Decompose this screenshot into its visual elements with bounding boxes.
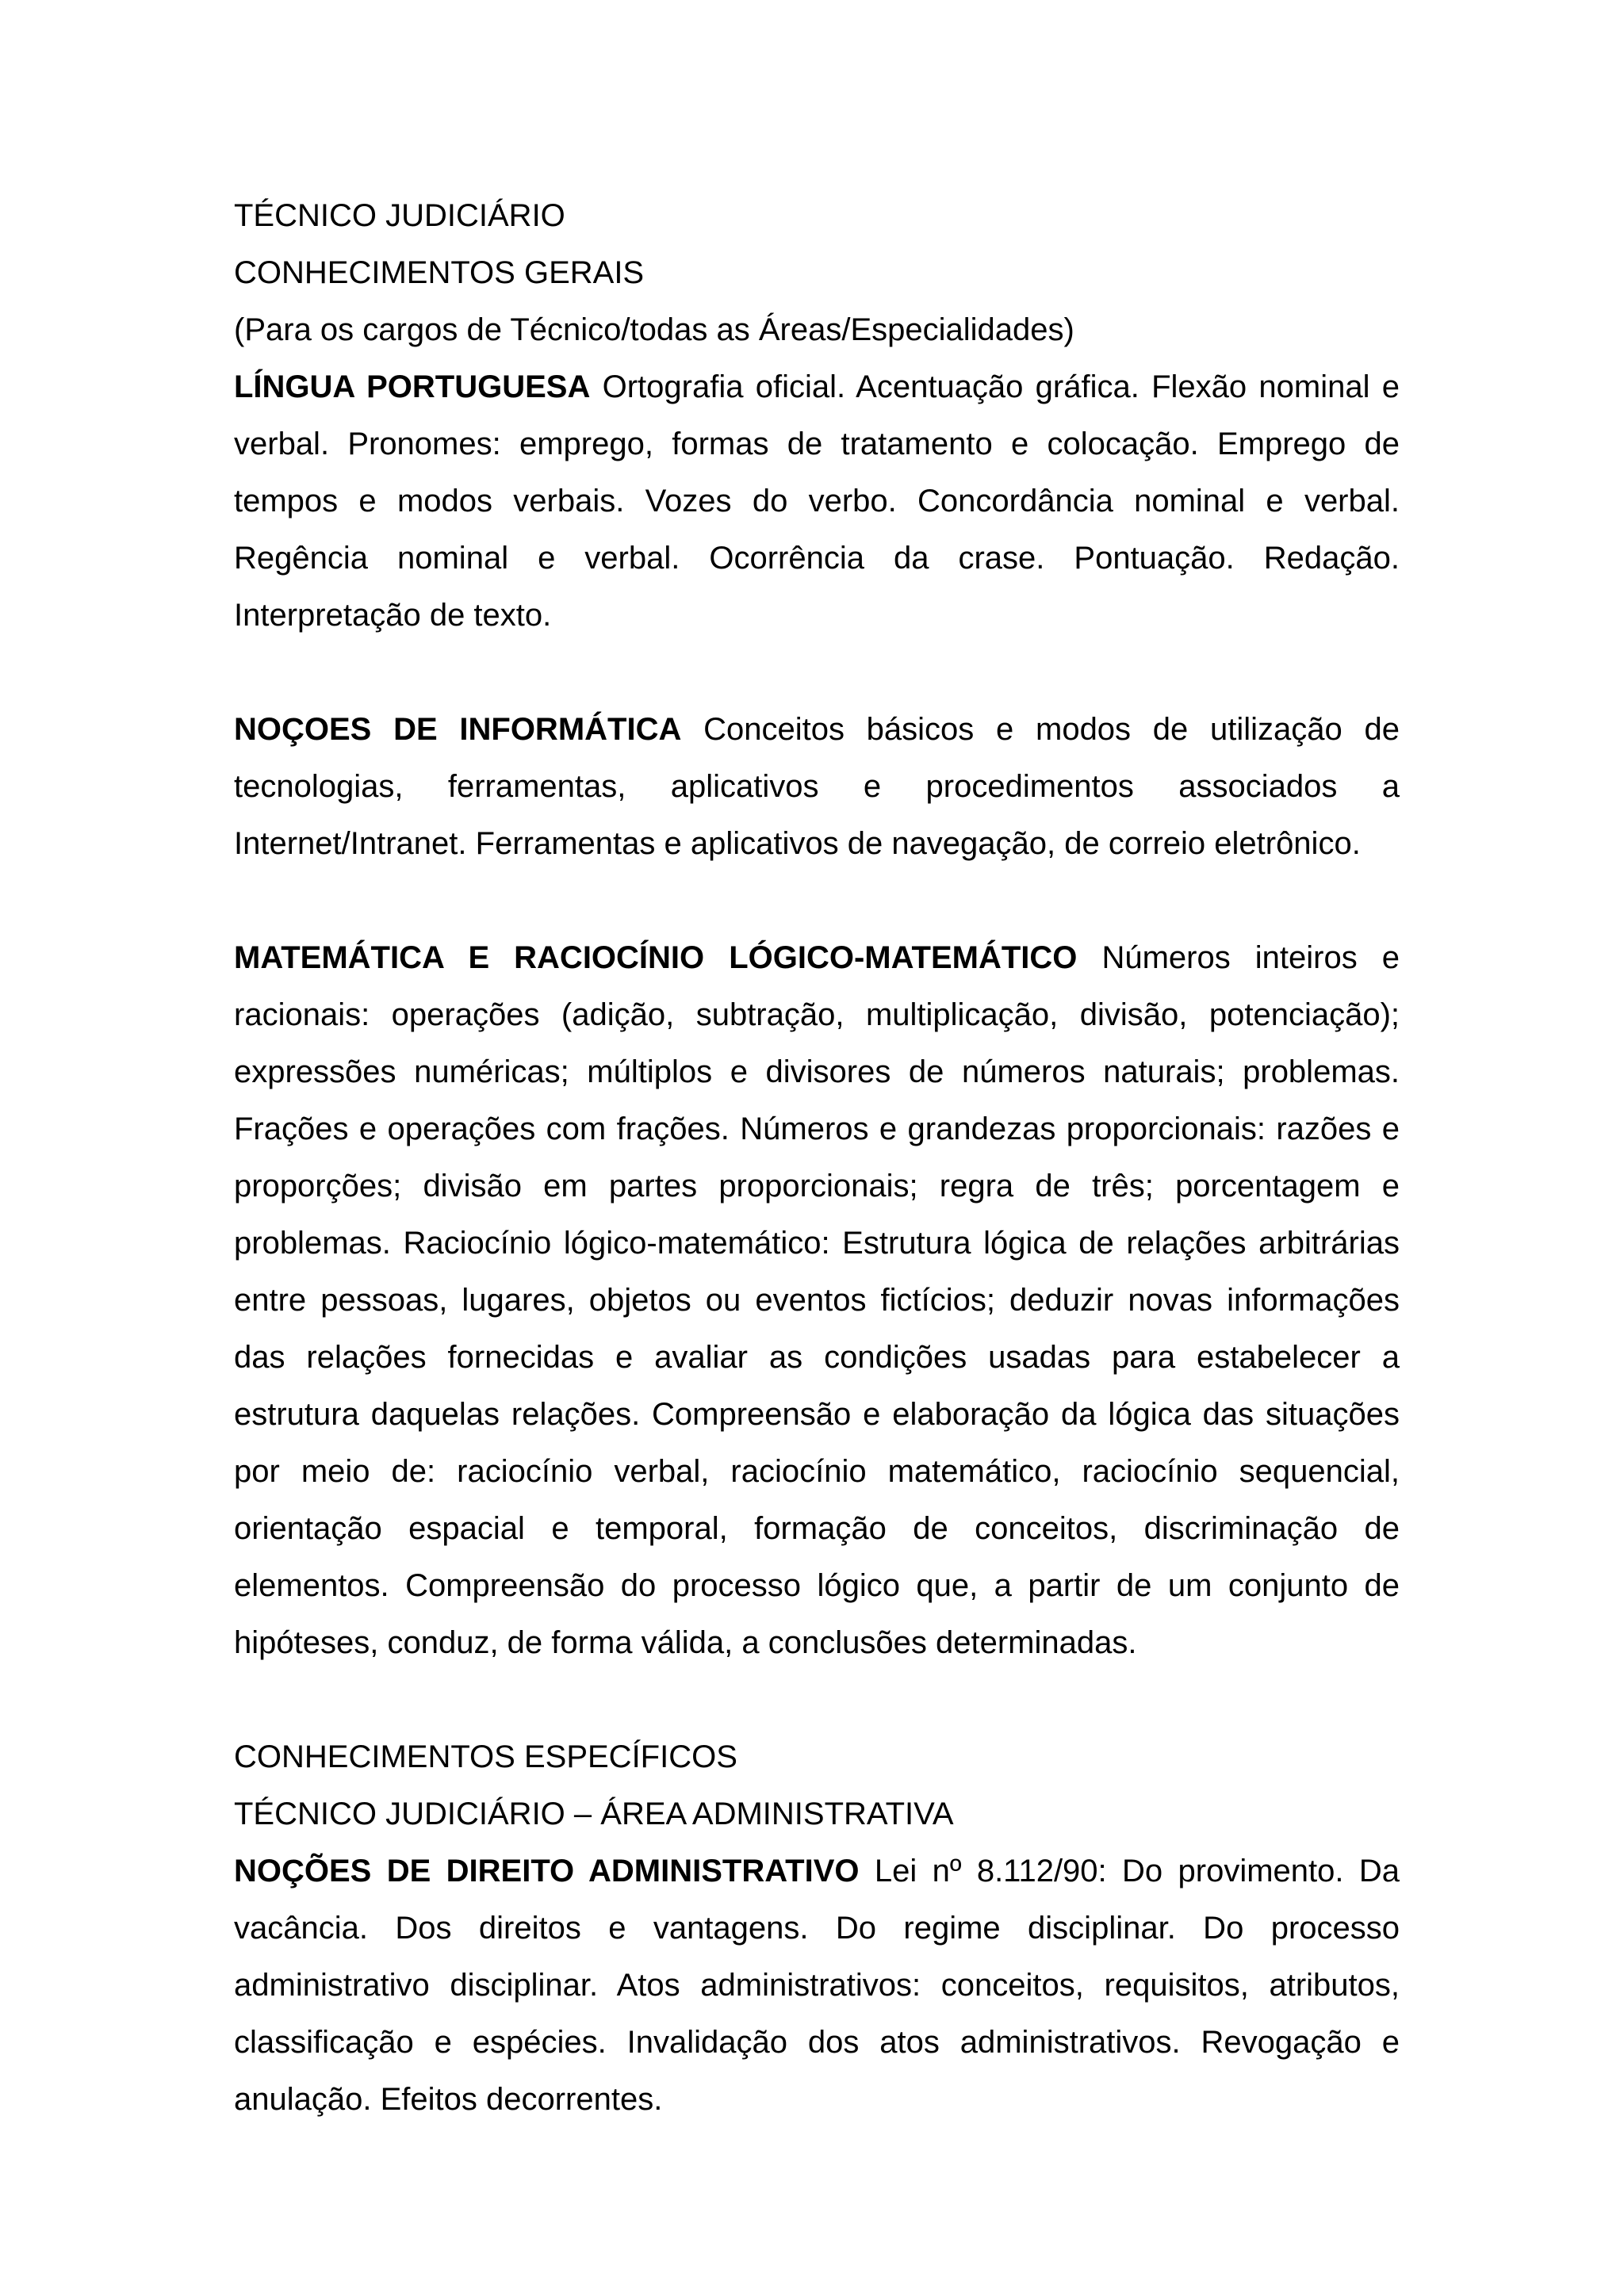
section-heading: LÍNGUA PORTUGUESA bbox=[234, 369, 591, 404]
document-page bbox=[234, 187, 1400, 2128]
document-title: TÉCNICO JUDICIÁRIO bbox=[234, 198, 565, 233]
section-informatica bbox=[234, 701, 1400, 872]
section-heading: MATEMÁTICA E RACIOCÍNIO LÓGICO-MATEMÁTICO bbox=[234, 940, 1078, 975]
document-subtitle: CONHECIMENTOS GERAIS bbox=[234, 255, 645, 290]
document-note: (Para os cargos de Técnico/todas as Áreas/Especialidades) bbox=[234, 312, 1074, 347]
spacer bbox=[234, 872, 1400, 929]
section-body: Ortografia oficial. Acentuação gráfica. Flexão nominal e verbal. Pronomes: emprego, formas de tratamento e colocação. Emprego de tempos e modos verbais. Vozes do verbo. Concordância nominal e verbal. Regência nominal e verbal. Ocorrência da crase. Pontuação. Redação. Interpretação de texto. bbox=[234, 369, 1400, 633]
section-heading: NOÇOES DE INFORMÁTICA bbox=[234, 712, 682, 747]
specific-area: TÉCNICO JUDICIÁRIO – ÁREA ADMINISTRATIVA bbox=[234, 1797, 954, 1831]
section-lingua-portuguesa bbox=[234, 358, 1400, 644]
section-matematica bbox=[234, 929, 1400, 1671]
section-heading: NOÇÕES DE DIREITO ADMINISTRATIVO bbox=[234, 1854, 860, 1888]
specific-title: CONHECIMENTOS ESPECÍFICOS bbox=[234, 1739, 737, 1774]
spacer bbox=[234, 644, 1400, 701]
spacer bbox=[234, 1671, 1400, 1728]
section-body: Números inteiros e racionais: operações (adição, subtração, multiplicação, divisão, potenciação); expressões numéricas; múltiplos e divisores de números naturais; problemas. Frações e operações com frações. Números e grandezas proporcionais: razões e proporções; divisão em partes proporcionais; regra de três; porcentagem e problemas. Raciocínio lógico-matemático: Estrutura lógica de relações arbitrárias entre pessoas, lugares, objetos ou eventos fictícios; deduzir novas informações das relações fornecidas e avaliar as condições usadas para estabelecer a estrutura daquelas relações. Compreensão e elaboração da lógica das situações por meio de: raciocínio verbal, raciocínio matemático, raciocínio sequencial, orientação espacial e temporal, formação de conceitos, discriminação de elementos. Compreensão do processo lógico que, a partir de um conjunto de hipóteses, conduz, de forma válida, a conclusões determinadas. bbox=[234, 940, 1400, 1660]
section-body: Conceitos básicos e modos de utilização de tecnologias, ferramentas, aplicativos e procedimentos associados a Internet/Intranet. Ferramentas e aplicativos de navegação, de correio eletrônico. bbox=[234, 712, 1400, 861]
section-body: Lei nº 8.112/90: Do provimento. Da vacância. Dos direitos e vantagens. Do regime disciplinar. Do processo administrativo disciplinar. Atos administrativos: conceitos, requisitos, atributos, classificação e espécies. Invalidação dos atos administrativos. Revogação e anulação. Efeitos decorrentes. bbox=[234, 1854, 1400, 2117]
section-direito-administrativo bbox=[234, 1843, 1400, 2128]
